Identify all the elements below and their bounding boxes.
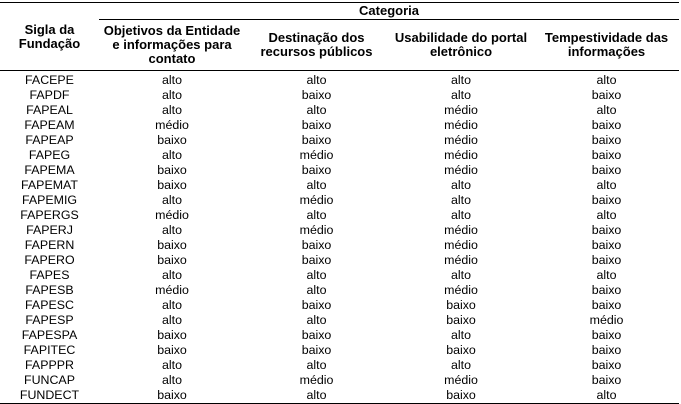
table-row — [0, 373, 679, 388]
cell-rating: alto — [306, 313, 327, 327]
cell-rating: alto — [451, 88, 471, 102]
cell-sigla: FUNCAP — [24, 373, 75, 387]
cell-rating: médio — [444, 148, 478, 162]
cell-rating: médio — [444, 133, 478, 147]
cell-rating: médio — [299, 373, 334, 387]
cell-rating: alto — [306, 103, 327, 117]
cell-sigla: FAPEMAT — [21, 178, 78, 192]
cell-rating: alto — [162, 373, 182, 387]
cell-rating: alto — [451, 73, 471, 87]
cell-rating: baixo — [388, 388, 534, 404]
cell-rating: alto — [534, 388, 679, 404]
cell-rating: baixo — [157, 133, 187, 147]
cell-sigla: FAPESPA — [21, 328, 78, 342]
cell-rating: baixo — [157, 238, 187, 252]
cell-rating: baixo — [591, 88, 622, 102]
cell-rating: médio — [444, 103, 478, 117]
table-row — [0, 283, 679, 298]
cell-rating: baixo — [591, 298, 622, 312]
cell-sigla: FAPERN — [24, 238, 75, 252]
cell-rating: baixo — [591, 133, 622, 147]
cell-rating: alto — [451, 178, 471, 192]
category-header: Categoria — [99, 3, 679, 20]
table-row — [0, 88, 679, 103]
cell-rating: alto — [596, 178, 617, 192]
cell-sigla: FAPEG — [28, 148, 71, 162]
cell-rating: médio — [444, 223, 478, 237]
column-header-destinacao: Destinação dos recursos públicos — [245, 20, 388, 71]
table-row — [0, 238, 679, 253]
cell-rating: baixo — [591, 283, 622, 297]
cell-rating: alto — [306, 208, 327, 222]
cell-rating: baixo — [591, 223, 622, 237]
table-row — [0, 133, 679, 148]
cell-rating: médio — [444, 238, 478, 252]
cell-rating: médio — [155, 118, 189, 132]
cell-rating: médio — [444, 283, 478, 297]
table-row — [0, 388, 679, 404]
cell-rating: médio — [444, 163, 478, 177]
cell-sigla: FAPEAM — [24, 118, 75, 132]
cell-rating: alto — [245, 388, 388, 404]
table-row — [0, 118, 679, 133]
table-row — [0, 208, 679, 223]
cell-rating: baixo — [591, 238, 622, 252]
cell-rating: baixo — [301, 343, 332, 357]
cell-rating: alto — [596, 103, 617, 117]
cell-sigla: FAPEAL — [26, 103, 73, 117]
table-row — [0, 358, 679, 373]
table-row — [0, 298, 679, 313]
cell-rating: baixo — [301, 133, 332, 147]
cell-rating: alto — [451, 358, 471, 372]
cell-sigla: FAPEAP — [25, 133, 74, 147]
cell-sigla: FACEPE — [25, 73, 74, 87]
cell-rating: médio — [299, 193, 334, 207]
cell-rating: baixo — [446, 313, 476, 327]
cell-rating: baixo — [157, 163, 187, 177]
cell-rating: alto — [306, 178, 327, 192]
cell-rating: alto — [162, 73, 182, 87]
cell-rating: médio — [155, 283, 189, 297]
cell-rating: baixo — [301, 118, 332, 132]
cell-sigla: FAPESC — [25, 298, 74, 312]
cell-rating: baixo — [446, 343, 476, 357]
cell-rating: médio — [444, 253, 478, 267]
cell-rating: baixo — [301, 328, 332, 342]
table-row — [0, 328, 679, 343]
cell-rating: médio — [299, 148, 334, 162]
cell-sigla: FAPDF — [29, 88, 70, 102]
cell-sigla: FAPERO — [24, 253, 75, 267]
cell-rating: baixo — [591, 253, 622, 267]
cell-rating: alto — [306, 283, 327, 297]
cell-rating: alto — [162, 103, 182, 117]
cell-rating: alto — [596, 208, 617, 222]
cell-rating: baixo — [99, 388, 245, 404]
cell-rating: médio — [155, 208, 189, 222]
column-header-sigla: Sigla da Fundação — [0, 3, 99, 71]
cell-rating: alto — [596, 268, 617, 282]
cell-rating: alto — [451, 268, 471, 282]
cell-rating: baixo — [157, 178, 187, 192]
column-header-objetivos: Objetivos da Entidade e informações para contato — [99, 20, 245, 71]
table-row — [0, 268, 679, 283]
cell-rating: médio — [589, 313, 624, 327]
cell-rating: alto — [162, 358, 182, 372]
cell-rating: baixo — [301, 298, 332, 312]
table-row — [0, 223, 679, 238]
cell-sigla: FAPESB — [25, 283, 74, 297]
cell-sigla: FAPPPR — [25, 358, 74, 372]
cell-rating: baixo — [591, 148, 622, 162]
cell-sigla: FAPITEC — [23, 343, 76, 357]
table-row — [0, 313, 679, 328]
cell-sigla: FAPERJ — [26, 223, 73, 237]
cell-rating: alto — [162, 298, 182, 312]
cell-rating: alto — [162, 268, 182, 282]
cell-rating: alto — [162, 193, 182, 207]
cell-sigla: FUNDECT — [0, 388, 99, 404]
table-row — [0, 163, 679, 178]
cell-rating: baixo — [591, 358, 622, 372]
cell-rating: alto — [162, 88, 182, 102]
cell-rating: baixo — [157, 328, 187, 342]
cell-sigla: FAPEMIG — [21, 193, 78, 207]
table-row — [0, 103, 679, 118]
table-row — [0, 148, 679, 163]
cell-sigla: FAPERGS — [20, 208, 79, 222]
cell-rating: alto — [162, 148, 182, 162]
cell-rating: baixo — [591, 328, 622, 342]
cell-rating: baixo — [446, 298, 476, 312]
cell-rating: baixo — [301, 88, 332, 102]
column-header-tempestividade: Tempestividade das informações — [534, 20, 679, 71]
table-row — [0, 178, 679, 193]
table-body — [0, 71, 679, 404]
cell-rating: baixo — [157, 343, 187, 357]
cell-rating: alto — [451, 208, 471, 222]
cell-sigla: FAPES — [29, 268, 70, 282]
cell-rating: baixo — [301, 238, 332, 252]
table-row — [0, 343, 679, 358]
cell-rating: alto — [451, 328, 471, 342]
cell-rating: alto — [451, 193, 471, 207]
cell-rating: alto — [162, 313, 182, 327]
cell-sigla: FAPEMA — [24, 163, 75, 177]
table-row — [0, 193, 679, 208]
cell-rating: baixo — [591, 163, 622, 177]
cell-rating: alto — [596, 73, 617, 87]
cell-rating: médio — [299, 223, 334, 237]
table-row — [0, 71, 679, 89]
cell-rating: alto — [306, 73, 327, 87]
cell-rating: baixo — [591, 118, 622, 132]
cell-rating: alto — [306, 358, 327, 372]
cell-rating: baixo — [301, 163, 332, 177]
cell-rating: baixo — [591, 343, 622, 357]
cell-rating: alto — [162, 223, 182, 237]
cell-rating: baixo — [591, 373, 622, 387]
table-row — [0, 253, 679, 268]
cell-rating: baixo — [157, 253, 187, 267]
cell-rating: médio — [444, 118, 478, 132]
cell-rating: baixo — [591, 193, 622, 207]
cell-sigla: FAPESP — [25, 313, 74, 327]
cell-rating: médio — [444, 373, 478, 387]
transparency-table — [0, 2, 679, 404]
column-header-usabilidade: Usabilidade do portal eletrônico — [388, 20, 534, 71]
cell-rating: alto — [306, 268, 327, 282]
cell-rating: baixo — [301, 253, 332, 267]
